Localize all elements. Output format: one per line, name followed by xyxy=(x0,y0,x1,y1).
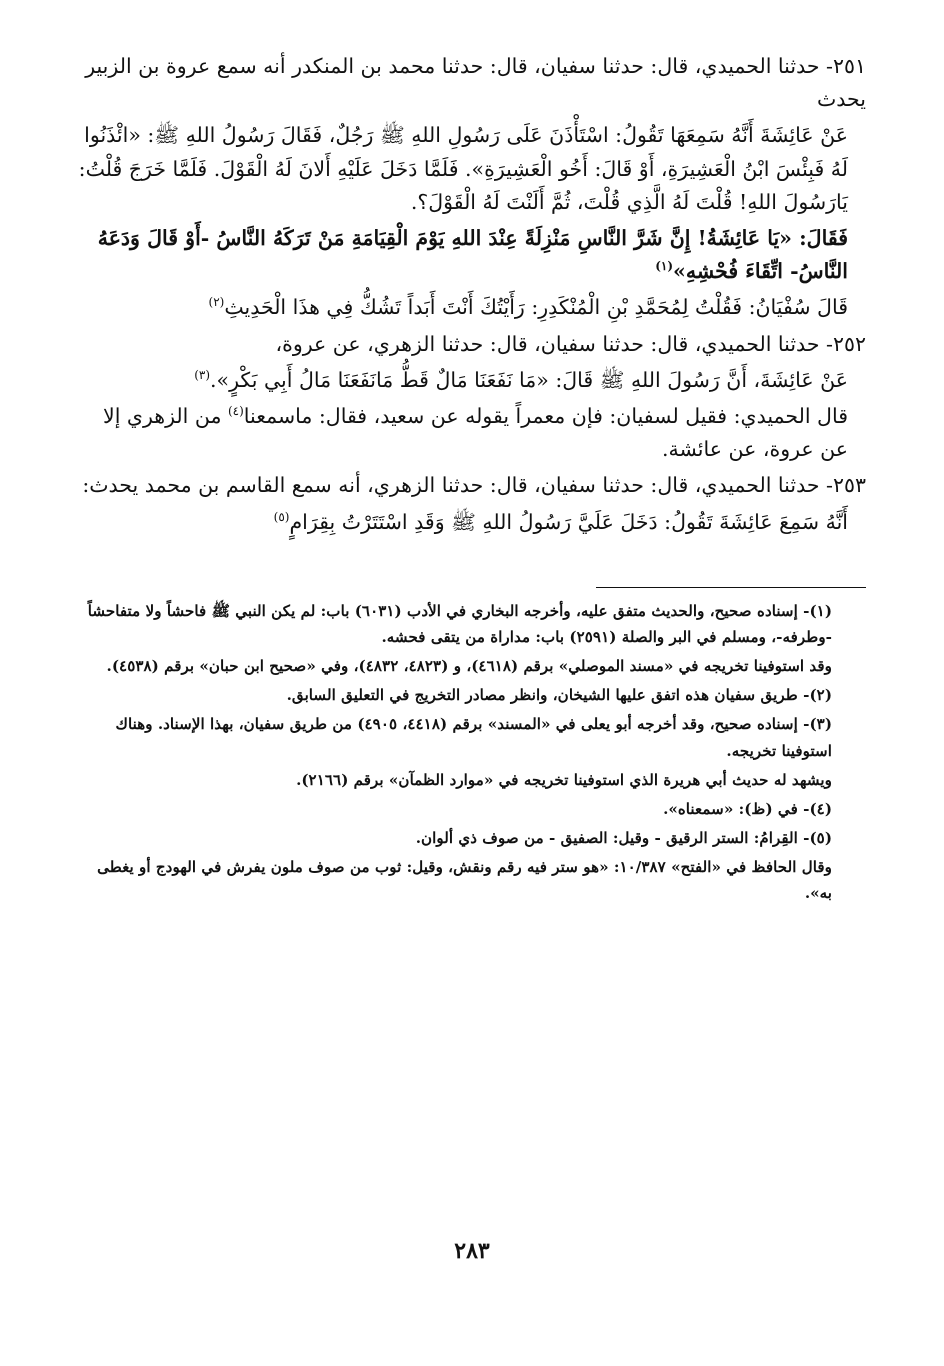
hadith-252-comment-b: من الزهري إلا عن عروة، عن عائشة. xyxy=(103,404,848,462)
footnote-5: (٥)- القِرامُ: الستر الرقيق - وقيل: الصفيق - من صوف ذي ألوان. xyxy=(415,828,832,847)
footnotes xyxy=(78,598,866,907)
footnote-ref-3: (٣) xyxy=(194,368,211,382)
footnote-3: (٣)- إسناده صحيح، وقد أخرجه أبو يعلى في «المسند» برقم (٤٤١٨، ٤٩٠٥) من طريق سفيان، بهذا الإسناد. وهناك استوفينا تخريجه. xyxy=(115,715,832,760)
page-content xyxy=(78,50,866,909)
footnote-3-continued: ويشهد له حديث أبي هريرة الذي استوفينا تخريجه في «موارد الظمآن» برقم (٢١٦٦). xyxy=(296,770,832,789)
hadith-251-matn: عَنْ عَائِشَةَ أَنَّهُ سَمِعَهَا تَقُولُ: اسْتَأْذَنَ عَلَى رَسُولِ اللهِ ﷺ رَجُلٌ، فَقَالَ رَسُولُ اللهِ ﷺ: «ائْذَنُوا لَهُ فَبِئْسَ ابْنُ الْعَشِيرَةِ، أَوْ قَالَ: أَخُو الْعَشِيرَةِ». فَلَمَّا دَخَلَ عَلَيْهِ أَلانَ لَهُ الْقَوْلَ. فَلَمَّا خَرَجَ قُلْتُ: يَارَسُولَ اللهِ! قُلْتَ لَهُ الَّذِي قُلْتَ، ثُمَّ أَلَنْتَ لَهُ الْقَوْلَ؟. xyxy=(78,123,848,214)
footnote-5-continued: وقال الحافظ في «الفتح» ١٠/٣٨٧: «هو ستر فيه رقم ونقش، وقيل: ثوب من صوف ملون يفرش في الهودج أو يغطى به». xyxy=(97,858,832,903)
hadith-253-matn-text: أَنَّهُ سَمِعَ عَائِشَةَ تَقُولُ: دَخَلَ عَلَيَّ رَسُولُ اللهِ ﷺ وَقَدِ اسْتَتَرْتُ بِقِرَامٍ xyxy=(289,509,848,534)
footnote-ref-2: (٢) xyxy=(208,295,225,310)
hadith-252-comment xyxy=(78,400,866,466)
footnote-2: (٢)- طريق سفيان هذه اتفق عليها الشيخان، وانظر مصادر التخريج في التعليق السابق. xyxy=(286,686,832,705)
hadith-253-isnad: ٢٥٣- حدثنا الحميدي، قال: حدثنا سفيان، قال: حدثنا الزهري، أنه سمع القاسم بن محمد يحدث: xyxy=(82,473,866,498)
hadith-252-matn-text: عَنْ عَائِشَةَ، أَنَّ رَسُولَ اللهِ ﷺ قَالَ: «مَا نَفَعَنَا مَالٌ قَطُّ مَانَفَعَنَا مَالُ أَبِي بَكْرٍ». xyxy=(210,367,848,392)
hadith-251-prophet-saying-text: فَقَالَ: «يَا عَائِشَةُ! إِنَّ شَرَّ النَّاسِ مَنْزِلَةً عِنْدَ اللهِ يَوْمَ الْقِيَامَةِ مَنْ تَرَكَهُ النَّاسُ -أَوْ قَالَ وَدَعَهُ النَّاسُ- اتِّقَاءَ فُحْشِهِ» xyxy=(97,226,848,284)
footnote-ref-5: (٥) xyxy=(273,509,290,524)
hadith-252-matn xyxy=(78,364,866,397)
footnote-divider xyxy=(596,587,866,588)
hadith-251-isnad-line2: عروة بن الزبير يحدث xyxy=(85,54,866,112)
hadith-252-comment-a: قال الحميدي: فقيل لسفيان: فإن معمراً يقوله عن سعيد، فقال: ماسمعنا xyxy=(243,404,848,429)
footnote-4: (٤)- في (ظ): «سمعناه». xyxy=(663,799,832,818)
footnote-1: (١)- إسناده صحيح، والحديث متفق عليه، وأخرجه البخاري في الأدب (٦٠٣١) باب: لم يكن النبي ﷺ فاحشاً ولا متفاحشاً -وطرفه-، ومسلم في البر والصلة (٢٥٩١) باب: مداراة من يتقى فحشه. xyxy=(87,601,832,646)
hadith-251-sufyan-note xyxy=(78,291,866,324)
main-text xyxy=(78,50,866,539)
footnote-ref-4: (٤) xyxy=(227,404,244,419)
footnote-1-continued: وقد استوفينا تخريجه في «مسند الموصلي» برقم (٤٦١٨)، و (٤٨٢٣، ٤٨٣٢)، وفي «صحيح ابن حبان» برقم (٤٥٣٨). xyxy=(106,657,832,676)
footnote-ref-1: (١) xyxy=(655,259,674,274)
hadith-252 xyxy=(78,328,866,467)
hadith-251 xyxy=(78,50,866,325)
page-number: ٢٨٣ xyxy=(454,1238,490,1264)
hadith-253-matn xyxy=(78,506,866,539)
hadith-251-prophet-saying xyxy=(78,222,866,288)
hadith-253 xyxy=(78,469,866,538)
hadith-252-isnad: ٢٥٢- حدثنا الحميدي، قال: حدثنا سفيان، قال: حدثنا الزهري، عن عروة، xyxy=(275,331,866,356)
hadith-251-isnad-line1: ٢٥١- حدثنا الحميدي، قال: حدثنا سفيان، قال: حدثنا محمد بن المنكدر أنه سمع xyxy=(216,54,866,78)
hadith-251-sufyan-note-text: قَالَ سُفْيَانُ: فَقُلْتُ لِمُحَمَّدِ بْنِ الْمُنْكَدِرِ: رَأَيْتُكَ أَنْتَ أَبَداً تَشُكُّ فِي هذَا الْحَدِيثِ xyxy=(224,295,848,320)
hadith-251-isnad xyxy=(78,50,866,116)
